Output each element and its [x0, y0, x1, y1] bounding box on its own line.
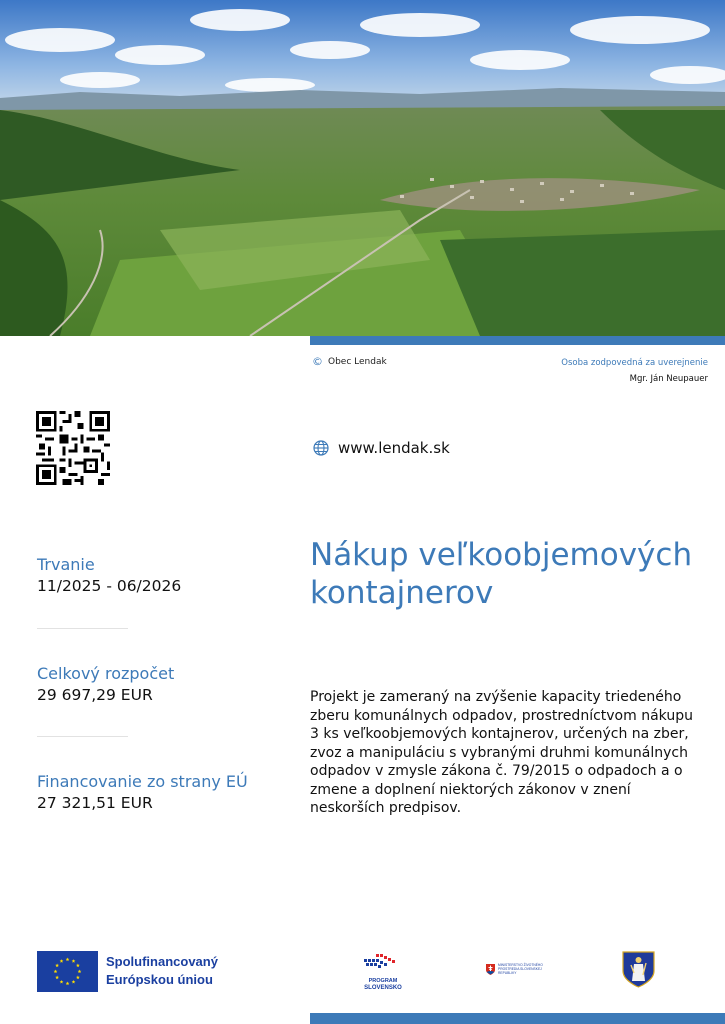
ministry-emblem-icon: [486, 964, 495, 975]
responsible-label: Osoba zodpovedná za uverejnenie: [561, 358, 708, 368]
program-slovensko-text: [355, 978, 411, 991]
accent-bar-top: [310, 336, 725, 345]
project-description: Projekt je zameraný na zvýšenie kapacity triedeného zberu komunálnych odpadov, prostredníctvom nákupu 3 ks veľkoobjemových kontajnerov, určených na zber, zvoz a manipuláciu s vybranými druhmi komunálnych odpadov v zmysle zákona č. 79/2015 o odpadoch a o zmene a doplnení niektorých zákonov v znení neskorších predpisov.: [310, 689, 693, 816]
duration-block: [37, 555, 277, 596]
eu-funding-value: 27 321,51 EUR: [37, 794, 153, 812]
eu-cofinance-line1: Spolufinancovaný: [106, 954, 218, 969]
budget-block: [37, 664, 277, 705]
duration-label: Trvanie: [37, 555, 95, 574]
project-title: Nákup veľkoobjemových kontajnerov: [310, 537, 693, 611]
copyright-icon: ©: [312, 355, 323, 368]
qr-code-icon[interactable]: [36, 411, 110, 485]
eu-cofinance-text: [106, 953, 218, 989]
ministry-text: MINISTERSTVO ŽIVOTNÉHO PROSTREDIA SLOVENSKEJ REPUBLIKY: [498, 963, 543, 975]
website-url: www.lendak.sk: [338, 439, 450, 457]
budget-label: Celkový rozpočet: [37, 664, 175, 683]
responsible-person: [561, 355, 708, 387]
program-line1: PROGRAM: [368, 978, 398, 984]
budget-value: 29 697,29 EUR: [37, 686, 153, 704]
website-link[interactable]: [313, 439, 450, 457]
photo-credit: [312, 355, 387, 368]
divider: [37, 736, 128, 737]
eu-funding-label: Financovanie zo strany EÚ: [37, 772, 248, 791]
landscape-illustration: [0, 0, 725, 336]
accent-bar-bottom: [310, 1013, 725, 1024]
eu-cofinance-line2: Európskou úniou: [106, 972, 213, 987]
globe-icon: [313, 440, 329, 456]
eu-funding-block: [37, 772, 277, 813]
ministry-logo: [486, 963, 548, 975]
photo-credit-text: Obec Lendak: [328, 356, 387, 367]
program-line2: SLOVENSKO: [364, 984, 402, 991]
eu-flag-icon: [37, 951, 98, 992]
divider: [37, 628, 128, 629]
municipal-crest-icon: [622, 951, 655, 988]
responsible-name: Mgr. Ján Neupauer: [629, 374, 708, 384]
hero-photo: [0, 0, 725, 336]
duration-value: 11/2025 - 06/2026: [37, 577, 182, 595]
